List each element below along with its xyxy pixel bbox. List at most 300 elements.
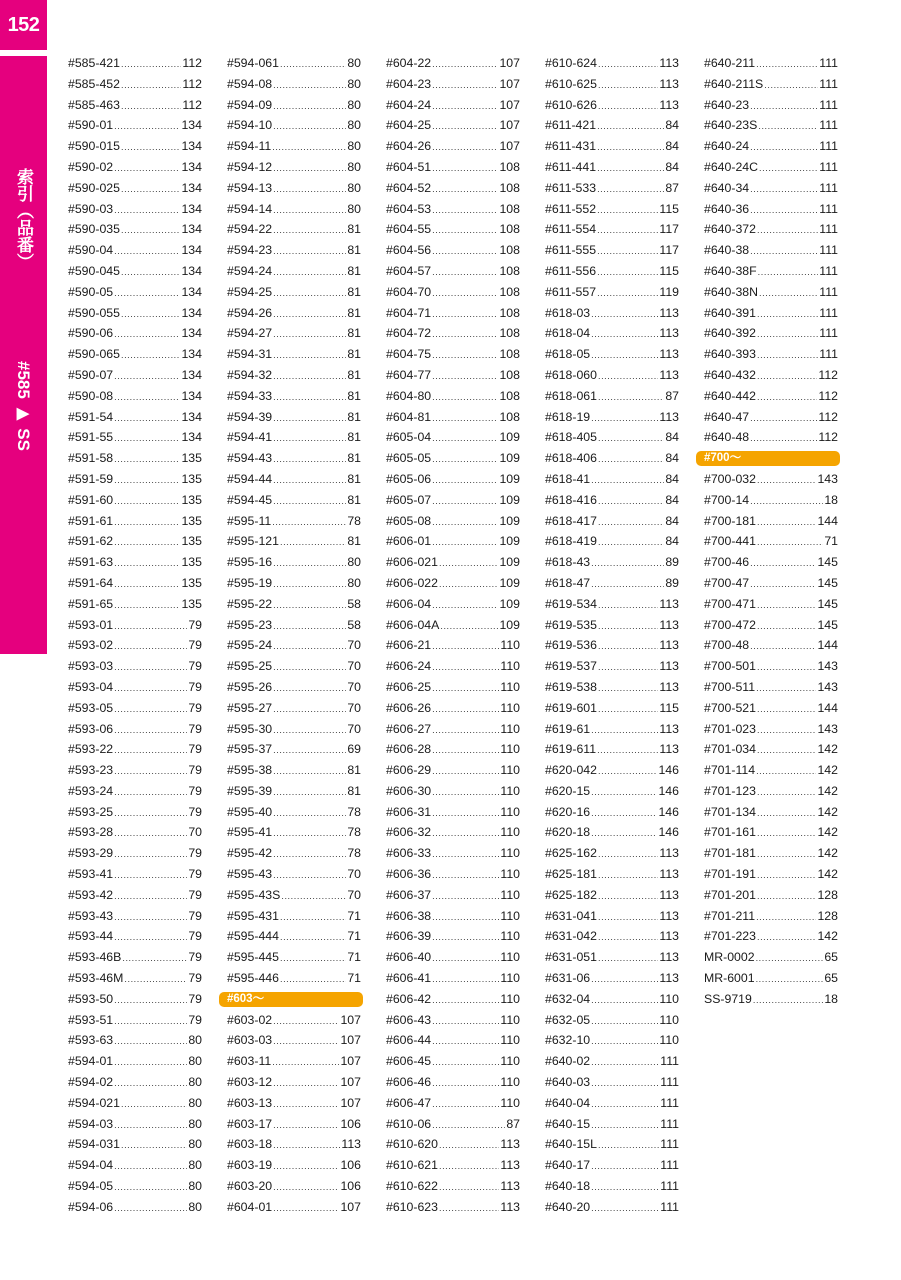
- product-code: #606-31: [386, 804, 432, 819]
- product-code: #606-33: [386, 846, 432, 861]
- product-code: #590-01: [68, 118, 114, 133]
- index-entry: [545, 864, 679, 885]
- page-reference: 113: [659, 721, 679, 736]
- dot-leader: [273, 844, 346, 865]
- page-reference: 84: [665, 513, 679, 528]
- dot-leader: [273, 1177, 339, 1198]
- index-entry: [386, 407, 520, 428]
- product-code: #604-81: [386, 409, 432, 424]
- product-code: #593-46M: [68, 971, 124, 986]
- page-reference: 113: [341, 1137, 361, 1152]
- index-entry: [68, 760, 202, 781]
- dot-leader: [273, 387, 346, 408]
- dot-leader: [114, 595, 180, 616]
- dot-leader: [591, 1177, 659, 1198]
- product-code: #590-025: [68, 180, 120, 195]
- page-reference: 146: [658, 804, 679, 819]
- dot-leader: [591, 720, 658, 741]
- dot-leader: [432, 1115, 505, 1136]
- dot-leader: [591, 1031, 658, 1052]
- index-entry: [227, 698, 361, 719]
- dot-leader: [598, 907, 658, 928]
- index-entry: [386, 427, 520, 448]
- page-reference: 111: [819, 284, 838, 299]
- page-reference: 134: [181, 409, 202, 424]
- index-entry: [704, 115, 838, 136]
- page-reference: 111: [819, 180, 838, 195]
- dot-leader: [272, 512, 346, 533]
- index-entry: [227, 739, 361, 760]
- dot-leader: [598, 75, 658, 96]
- dot-leader: [757, 720, 817, 741]
- product-code: #604-72: [386, 326, 432, 341]
- page-reference: 110: [500, 846, 520, 861]
- dot-leader: [432, 179, 498, 200]
- index-entry: [386, 95, 520, 116]
- dot-leader: [432, 907, 499, 928]
- page-reference: 70: [347, 721, 361, 736]
- dot-leader: [432, 969, 499, 990]
- index-entry: [227, 947, 361, 968]
- index-entry: [227, 344, 361, 365]
- dot-leader: [432, 304, 498, 325]
- product-code: #603-12: [227, 1075, 273, 1090]
- dot-leader: [591, 553, 664, 574]
- index-entry: [227, 448, 361, 469]
- dot-leader: [432, 990, 499, 1011]
- dot-leader: [114, 1198, 187, 1219]
- dot-leader: [114, 200, 180, 221]
- product-code: #595-43S: [227, 887, 281, 902]
- product-code: #594-04: [68, 1158, 114, 1173]
- index-entry: [704, 282, 838, 303]
- page-reference: 81: [347, 492, 361, 507]
- product-code: #603-18: [227, 1137, 273, 1152]
- dot-leader: [750, 241, 818, 262]
- product-code: #604-52: [386, 180, 432, 195]
- page-reference: 71: [347, 971, 361, 986]
- page-reference: 134: [181, 263, 202, 278]
- product-code: #619-601: [545, 700, 597, 715]
- page-reference: 110: [500, 700, 520, 715]
- index-entry: [227, 1176, 361, 1197]
- product-code: #700-48: [704, 638, 750, 653]
- index-column-4: [545, 53, 679, 1218]
- index-entry: [704, 469, 838, 490]
- index-entry: [68, 968, 202, 989]
- page-reference: 113: [659, 305, 679, 320]
- page-reference: 84: [665, 451, 679, 466]
- product-code: #640-211S: [704, 76, 764, 91]
- index-column-3: [386, 53, 520, 1218]
- index-entry: [545, 1030, 679, 1051]
- page-reference: 115: [659, 700, 679, 715]
- page-reference: 79: [188, 804, 202, 819]
- product-code: #603-19: [227, 1158, 273, 1173]
- dot-leader: [598, 865, 658, 886]
- dot-leader: [114, 657, 187, 678]
- dot-leader: [432, 345, 498, 366]
- index-entry: [386, 53, 520, 74]
- index-entry: [545, 906, 679, 927]
- index-entry: [68, 199, 202, 220]
- product-code: #594-11: [227, 139, 272, 154]
- dot-leader: [273, 470, 346, 491]
- dot-leader: [280, 907, 346, 928]
- page-reference: 79: [188, 700, 202, 715]
- page-reference: 81: [347, 263, 361, 278]
- product-code: #640-392: [704, 326, 756, 341]
- product-code: #591-60: [68, 492, 114, 507]
- page-reference: 106: [340, 1158, 361, 1173]
- page-reference: 110: [500, 971, 520, 986]
- page-reference: 111: [819, 97, 838, 112]
- dot-leader: [114, 1115, 187, 1136]
- index-entry: [704, 95, 838, 116]
- product-code: #604-24: [386, 97, 432, 112]
- product-code: #700-46: [704, 555, 750, 570]
- index-entry: [68, 469, 202, 490]
- index-entry: [545, 552, 679, 573]
- page-reference: 108: [499, 263, 520, 278]
- product-code: #619-535: [545, 617, 597, 632]
- dot-leader: [114, 408, 180, 429]
- index-entry: [545, 968, 679, 989]
- product-code: #594-031: [68, 1137, 120, 1152]
- index-entry: [386, 1197, 520, 1218]
- dot-leader: [432, 324, 498, 345]
- dot-leader: [750, 200, 818, 221]
- dot-leader: [114, 470, 180, 491]
- index-entry: [545, 178, 679, 199]
- index-entry: [68, 282, 202, 303]
- page-reference: 80: [347, 201, 361, 216]
- index-entry: [545, 323, 679, 344]
- product-code: #611-421: [545, 118, 597, 133]
- product-code: #590-05: [68, 284, 114, 299]
- index-entry: [227, 386, 361, 407]
- product-code: #594-39: [227, 409, 273, 424]
- page-reference: 109: [499, 617, 520, 632]
- dot-leader: [114, 616, 187, 637]
- page-reference: 108: [499, 388, 520, 403]
- index-entry: [227, 1155, 361, 1176]
- product-code: #606-43: [386, 1012, 432, 1027]
- dot-leader: [591, 1115, 659, 1136]
- page-reference: 87: [665, 180, 679, 195]
- page-reference: 58: [347, 596, 361, 611]
- page-reference: 78: [347, 846, 361, 861]
- page-reference: 145: [817, 575, 838, 590]
- product-code: #640-20: [545, 1199, 591, 1214]
- index-entry: [545, 885, 679, 906]
- page-reference: 142: [817, 846, 838, 861]
- dot-leader: [598, 428, 664, 449]
- page-reference: 135: [181, 534, 202, 549]
- index-entry: [704, 427, 838, 448]
- index-entry: [545, 427, 679, 448]
- index-entry: [68, 115, 202, 136]
- index-entry: [545, 199, 679, 220]
- dot-leader: [114, 574, 180, 595]
- page-reference: 111: [660, 1199, 679, 1214]
- dot-leader: [750, 408, 817, 429]
- dot-leader: [121, 75, 181, 96]
- product-code: #603-03: [227, 1033, 273, 1048]
- product-code: #610-625: [545, 76, 597, 91]
- index-entry: [386, 282, 520, 303]
- dot-leader: [273, 116, 346, 137]
- page-reference: 70: [347, 638, 361, 653]
- page-reference: 109: [499, 471, 520, 486]
- dot-leader: [114, 1073, 187, 1094]
- product-code: #618-061: [545, 388, 597, 403]
- index-entry: [545, 719, 679, 740]
- index-entry: [386, 386, 520, 407]
- dot-leader: [432, 262, 498, 283]
- page-reference: 79: [188, 887, 202, 902]
- dot-leader: [273, 428, 346, 449]
- product-code: #640-17: [545, 1158, 591, 1173]
- product-code: #604-26: [386, 139, 432, 154]
- index-entry: [386, 698, 520, 719]
- index-entry: [227, 511, 361, 532]
- product-code: #606-29: [386, 763, 432, 778]
- product-code: #595-25: [227, 659, 273, 674]
- index-entry: [545, 822, 679, 843]
- index-entry: [68, 677, 202, 698]
- index-entry: [386, 926, 520, 947]
- dot-leader: [432, 782, 499, 803]
- index-entry: [227, 199, 361, 220]
- dot-leader: [432, 470, 498, 491]
- product-code: #701-181: [704, 846, 756, 861]
- page-reference: 84: [665, 159, 679, 174]
- product-code: #640-393: [704, 347, 756, 362]
- dot-leader: [121, 179, 181, 200]
- dot-leader: [757, 803, 817, 824]
- page-reference: 79: [188, 721, 202, 736]
- page-reference: 109: [499, 596, 520, 611]
- page-reference: 111: [660, 1095, 679, 1110]
- page-reference: 113: [659, 679, 679, 694]
- product-code: #593-01: [68, 617, 114, 632]
- page-reference: 111: [660, 1137, 679, 1152]
- dot-leader: [273, 1115, 339, 1136]
- index-entry: [545, 219, 679, 240]
- dot-leader: [273, 75, 346, 96]
- index-entry: [68, 1010, 202, 1031]
- page-reference: 134: [181, 347, 202, 362]
- index-entry: [545, 573, 679, 594]
- page-reference: 69: [347, 742, 361, 757]
- index-entry: [545, 53, 679, 74]
- dot-leader: [121, 304, 181, 325]
- page-reference: 113: [659, 596, 679, 611]
- page-reference: 110: [500, 1012, 520, 1027]
- product-code: #593-23: [68, 763, 114, 778]
- index-entry: [68, 344, 202, 365]
- product-code: #595-446: [227, 971, 279, 986]
- product-code: #606-47: [386, 1095, 432, 1110]
- index-entry: [545, 407, 679, 428]
- dot-leader: [273, 200, 346, 221]
- product-code: #619-611: [545, 742, 597, 757]
- product-code: #640-15L: [545, 1137, 597, 1152]
- index-range-label: #585 ▶ SS: [14, 361, 33, 451]
- index-entry: [545, 947, 679, 968]
- product-code: #595-22: [227, 596, 273, 611]
- dot-leader: [750, 428, 817, 449]
- page-reference: 110: [500, 867, 520, 882]
- page-reference: 65: [824, 971, 838, 986]
- index-entry: [386, 1030, 520, 1051]
- product-code: #605-04: [386, 430, 432, 445]
- page-reference: 110: [500, 742, 520, 757]
- product-code: #605-05: [386, 451, 432, 466]
- index-entry: [68, 739, 202, 760]
- product-code: #594-41: [227, 430, 273, 445]
- page-reference: 113: [500, 1199, 520, 1214]
- index-entry: [227, 136, 361, 157]
- product-code: #611-431: [545, 139, 597, 154]
- page-reference: 79: [188, 617, 202, 632]
- index-entry: [68, 178, 202, 199]
- index-entry: [68, 989, 202, 1010]
- product-code: #640-24C: [704, 159, 759, 174]
- dot-leader: [432, 283, 498, 304]
- product-code: #595-19: [227, 575, 273, 590]
- product-code: #700-47: [704, 575, 750, 590]
- page-reference: 113: [659, 409, 679, 424]
- index-entry: [68, 802, 202, 823]
- page-reference: 111: [819, 56, 838, 70]
- page-reference: 80: [347, 56, 361, 70]
- page-reference: 81: [347, 347, 361, 362]
- product-code: MR-0002: [704, 950, 755, 965]
- index-entry: [227, 469, 361, 490]
- index-entry: [227, 282, 361, 303]
- product-code: #604-53: [386, 201, 432, 216]
- product-code: #701-034: [704, 742, 756, 757]
- dot-leader: [114, 366, 180, 387]
- page-reference: 81: [347, 471, 361, 486]
- page-reference: 107: [340, 1095, 361, 1110]
- index-entry: [704, 219, 838, 240]
- index-entry: [68, 926, 202, 947]
- index-entry: [386, 968, 520, 989]
- product-code: #701-134: [704, 804, 756, 819]
- index-entry: [704, 781, 838, 802]
- dot-leader: [114, 158, 180, 179]
- product-code: #595-39: [227, 783, 273, 798]
- product-code: #595-445: [227, 950, 279, 965]
- page-reference: 135: [181, 555, 202, 570]
- index-entry: [386, 656, 520, 677]
- page-reference: 110: [500, 1095, 520, 1110]
- product-code: #604-77: [386, 367, 432, 382]
- page-reference: 70: [347, 700, 361, 715]
- product-code: #640-391: [704, 305, 756, 320]
- product-code: #606-45: [386, 1054, 432, 1069]
- index-entry: [386, 552, 520, 573]
- index-entry: [545, 1155, 679, 1176]
- product-code: #620-042: [545, 763, 597, 778]
- index-column-5: [704, 53, 838, 1010]
- product-code: #595-444: [227, 929, 279, 944]
- dot-leader: [280, 54, 346, 75]
- index-entry: [386, 739, 520, 760]
- product-code: #618-41: [545, 471, 591, 486]
- product-code: #591-61: [68, 513, 114, 528]
- page-reference: 78: [347, 513, 361, 528]
- product-code: #594-22: [227, 222, 273, 237]
- product-code: #595-37: [227, 742, 273, 757]
- page-reference: 79: [188, 679, 202, 694]
- index-entry: [227, 885, 361, 906]
- page-reference: 111: [660, 1179, 679, 1194]
- dot-leader: [591, 304, 658, 325]
- product-code: #595-11: [227, 513, 272, 528]
- product-code: #591-58: [68, 451, 114, 466]
- page-reference: 113: [659, 742, 679, 757]
- dot-leader: [598, 366, 658, 387]
- dot-leader: [757, 532, 823, 553]
- page-reference: 79: [188, 908, 202, 923]
- dot-leader: [114, 803, 187, 824]
- index-entry: [227, 719, 361, 740]
- dot-leader: [273, 1198, 339, 1219]
- page-reference: 134: [181, 139, 202, 154]
- index-group-heading: #603〜: [219, 992, 363, 1007]
- index-column-1: [68, 53, 202, 1218]
- index-entry: [704, 511, 838, 532]
- product-code: #606-24: [386, 659, 432, 674]
- index-entry: [227, 677, 361, 698]
- dot-leader: [591, 1052, 659, 1073]
- product-code: #593-05: [68, 700, 114, 715]
- product-code: #594-09: [227, 97, 273, 112]
- index-entry: [68, 1176, 202, 1197]
- dot-leader: [273, 220, 346, 241]
- dot-leader: [753, 990, 823, 1011]
- dot-leader: [757, 595, 817, 616]
- page-reference: 112: [182, 56, 202, 70]
- dot-leader: [439, 574, 499, 595]
- product-code: #593-04: [68, 679, 114, 694]
- dot-leader: [280, 532, 346, 553]
- dot-leader: [432, 1052, 499, 1073]
- index-entry: [68, 407, 202, 428]
- page-reference: 110: [500, 1054, 520, 1069]
- product-code: #640-38N: [704, 284, 759, 299]
- index-entry: [704, 677, 838, 698]
- index-entry: [704, 968, 838, 989]
- product-code: #606-37: [386, 887, 432, 902]
- dot-leader: [114, 740, 187, 761]
- page-reference: 79: [188, 991, 202, 1006]
- product-code: #610-624: [545, 56, 597, 70]
- page-reference: 110: [500, 950, 520, 965]
- page-reference: 71: [347, 908, 361, 923]
- page-reference: 113: [659, 929, 679, 944]
- product-code: #593-42: [68, 887, 114, 902]
- page-reference: 134: [181, 388, 202, 403]
- index-entry: [386, 115, 520, 136]
- product-code: #603-20: [227, 1179, 273, 1194]
- index-entry: [227, 1114, 361, 1135]
- product-code: #611-552: [545, 201, 597, 216]
